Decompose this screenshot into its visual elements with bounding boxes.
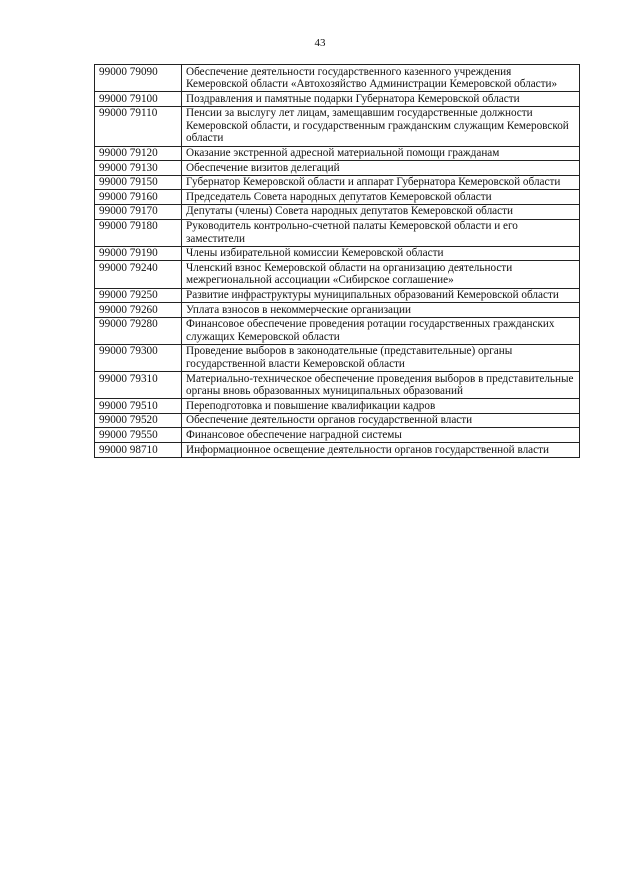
row-code: 99000 79550 (95, 428, 182, 443)
row-code: 99000 79310 (95, 372, 182, 399)
budget-codes-table (94, 64, 580, 458)
row-code: 99000 79260 (95, 303, 182, 318)
row-name: Губернатор Кемеровской области и аппарат Губернатора Кемеровской области (182, 175, 580, 190)
table-row (95, 161, 580, 176)
table-row (95, 303, 580, 318)
row-name: Уплата взносов в некоммерческие организации (182, 303, 580, 318)
table-row (95, 443, 580, 458)
table-row (95, 65, 580, 92)
table-row (95, 106, 580, 146)
table-row (95, 413, 580, 428)
row-code: 99000 79280 (95, 317, 182, 344)
table-row (95, 146, 580, 161)
table-row (95, 317, 580, 344)
table-row (95, 372, 580, 399)
row-name: Информационное освещение деятельности органов государственной власти (182, 443, 580, 458)
page-number: 43 (314, 37, 326, 49)
table-row (95, 399, 580, 414)
row-name: Обеспечение визитов делегаций (182, 161, 580, 176)
row-name: Оказание экстренной адресной материальной помощи гражданам (182, 146, 580, 161)
table-row (95, 175, 580, 190)
row-name: Финансовое обеспечение наградной системы (182, 428, 580, 443)
row-name: Обеспечение деятельности государственного казенного учреждения Кемеровской области «Автохозяйство Администрации Кемеровской области» (182, 65, 580, 92)
row-name: Поздравления и памятные подарки Губернатора Кемеровской области (182, 92, 580, 107)
row-code: 99000 79160 (95, 190, 182, 205)
row-code: 99000 79510 (95, 399, 182, 414)
row-code: 99000 79150 (95, 175, 182, 190)
table-row (95, 204, 580, 219)
row-code: 99000 79180 (95, 219, 182, 246)
row-name: Обеспечение деятельности органов государственной власти (182, 413, 580, 428)
row-name: Руководитель контрольно-счетной палаты Кемеровской области и его заместители (182, 219, 580, 246)
row-name: Председатель Совета народных депутатов Кемеровской области (182, 190, 580, 205)
row-name: Материально-техническое обеспечение проведения выборов в представительные органы вновь образованных муниципальных образований (182, 372, 580, 399)
row-code: 99000 79170 (95, 204, 182, 219)
row-name: Развитие инфраструктуры муниципальных образований Кемеровской области (182, 288, 580, 303)
row-code: 99000 79190 (95, 246, 182, 261)
table-row (95, 219, 580, 246)
table-row (95, 344, 580, 371)
table-row (95, 261, 580, 288)
row-code: 99000 79100 (95, 92, 182, 107)
row-code: 99000 79240 (95, 261, 182, 288)
row-code: 99000 79110 (95, 106, 182, 146)
row-name: Члены избирательной комиссии Кемеровской области (182, 246, 580, 261)
row-name: Пенсии за выслугу лет лицам, замещавшим государственные должности Кемеровской области, и государственным гражданским служащим Кемеровской области (182, 106, 580, 146)
row-name: Переподготовка и повышение квалификации кадров (182, 399, 580, 414)
table-body (95, 65, 580, 458)
table-row (95, 428, 580, 443)
row-code: 99000 98710 (95, 443, 182, 458)
table-row (95, 288, 580, 303)
table-row (95, 92, 580, 107)
row-code: 99000 79300 (95, 344, 182, 371)
row-code: 99000 79120 (95, 146, 182, 161)
row-name: Проведение выборов в законодательные (представительные) органы государственной власти Кемеровской области (182, 344, 580, 371)
table-row (95, 246, 580, 261)
table-row (95, 190, 580, 205)
row-code: 99000 79520 (95, 413, 182, 428)
row-code: 99000 79130 (95, 161, 182, 176)
row-name: Финансовое обеспечение проведения ротации государственных гражданских служащих Кемеровской области (182, 317, 580, 344)
row-code: 99000 79090 (95, 65, 182, 92)
row-code: 99000 79250 (95, 288, 182, 303)
row-name: Членский взнос Кемеровской области на организацию деятельности межрегиональной ассоциации «Сибирское соглашение» (182, 261, 580, 288)
row-name: Депутаты (члены) Совета народных депутатов Кемеровской области (182, 204, 580, 219)
